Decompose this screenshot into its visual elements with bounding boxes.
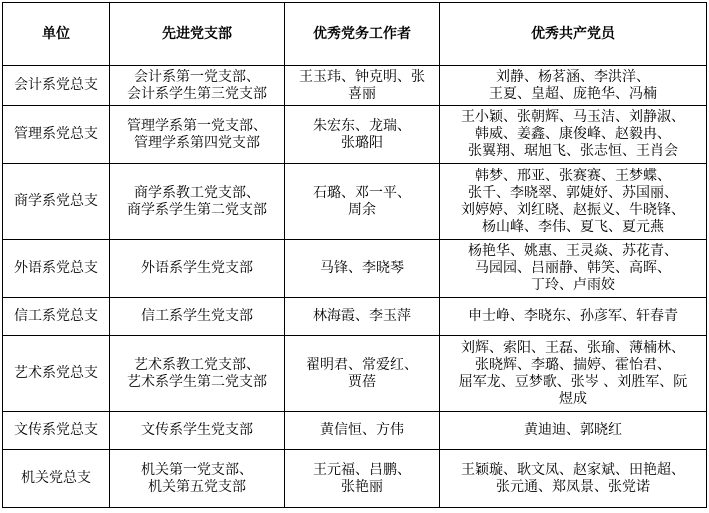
table-row	[3, 164, 707, 240]
worker-line: 张艳丽	[341, 478, 383, 495]
branch-line: 文传系学生党支部	[141, 422, 253, 438]
header-workers: 优秀党务工作者	[285, 3, 440, 66]
unit-name: 管理系党总支	[14, 126, 98, 142]
unit-name: 外语系党总支	[14, 260, 98, 276]
table-row	[3, 298, 707, 336]
member-cell	[440, 164, 707, 240]
unit-cell	[3, 336, 110, 412]
worker-line: 朱宏东、龙瑞、	[313, 117, 411, 134]
unit-cell	[3, 106, 110, 164]
member-line: 韩梦、邢亚、张赛赛、王梦蝶、	[475, 167, 671, 184]
worker-line: 石璐、邓一平、	[313, 184, 411, 201]
branch-line: 会计系学生第三党支部	[127, 85, 267, 102]
member-line: 王颖璇、耿文凤、赵家斌、田艳超、	[461, 461, 685, 478]
worker-cell	[285, 412, 440, 450]
branch-line: 艺术系学生第二党支部	[127, 373, 267, 390]
branch-line: 管理学系第一党支部、	[127, 117, 267, 134]
table-row	[3, 450, 707, 508]
member-line: 黄迪迪、郭晓红	[524, 422, 622, 438]
member-cell	[440, 336, 707, 412]
branch-cell	[110, 106, 285, 164]
unit-cell	[3, 412, 110, 450]
worker-cell	[285, 336, 440, 412]
header-members: 优秀共产党员	[440, 3, 707, 66]
member-cell	[440, 106, 707, 164]
unit-cell	[3, 298, 110, 336]
table-row	[3, 412, 707, 450]
worker-line: 周余	[348, 201, 376, 218]
member-line: 张晓辉、李璐、揣婷、霍怡君、	[475, 356, 671, 373]
table-row	[3, 106, 707, 164]
member-line: 张元通、郑凤景、张党诺	[496, 478, 650, 495]
member-line: 张千、李晓翠、郭婕妤、苏国丽、	[468, 184, 678, 201]
member-line: 韩威、姜鑫、康俊峰、赵毅冉、	[475, 126, 671, 142]
branch-line: 机关第一党支部、	[141, 461, 253, 478]
worker-line: 翟明君、常爱红、	[306, 356, 418, 373]
member-line: 张翼翔、琚旭飞、张志恒、王肖会	[468, 143, 678, 159]
member-cell	[440, 240, 707, 298]
unit-cell	[3, 450, 110, 508]
worker-line: 喜丽	[348, 85, 376, 102]
worker-line: 黄信恒、方伟	[320, 422, 404, 438]
worker-line: 贾蓓	[348, 373, 376, 390]
member-line: 屈军龙、豆梦歌、张岑 、刘胜军、阮	[458, 373, 688, 390]
member-cell	[440, 66, 707, 106]
worker-line: 王玉玮、钟克明、张	[299, 68, 425, 85]
member-line: 刘辉、索阳、王磊、张瑜、薄楠林、	[461, 339, 685, 356]
honor-list-table	[2, 2, 707, 508]
member-line: 杨山峰、李伟、夏飞、夏元燕	[482, 218, 664, 235]
worker-line: 林海霞、李玉萍	[313, 308, 411, 324]
member-line: 马园园、吕丽静、韩笑、高晖、	[475, 260, 671, 276]
member-cell	[440, 298, 707, 336]
branch-line: 商学系学生第二党支部	[127, 201, 267, 218]
worker-line: 马锋、李晓琴	[320, 260, 404, 276]
worker-cell	[285, 298, 440, 336]
branch-cell	[110, 298, 285, 336]
unit-name: 文传系党总支	[14, 422, 98, 438]
branch-cell	[110, 336, 285, 412]
table-row	[3, 336, 707, 412]
header-unit: 单位	[3, 3, 110, 66]
member-cell	[440, 450, 707, 508]
unit-cell	[3, 164, 110, 240]
branch-line: 外语系学生党支部	[141, 260, 253, 276]
worker-cell	[285, 240, 440, 298]
member-line: 杨艳华、姚惠、王灵焱、苏花青、	[468, 243, 678, 259]
unit-name: 艺术系党总支	[14, 365, 98, 381]
worker-line: 张璐阳	[341, 134, 383, 151]
branch-cell	[110, 240, 285, 298]
worker-cell	[285, 450, 440, 508]
member-line: 煜成	[559, 390, 587, 407]
branch-line: 艺术系教工党支部、	[134, 356, 260, 373]
branch-cell	[110, 164, 285, 240]
table-row	[3, 66, 707, 106]
branch-line: 信工系学生党支部	[141, 308, 253, 324]
branch-line: 会计系第一党支部、	[134, 68, 260, 85]
branch-cell	[110, 66, 285, 106]
table-row	[3, 240, 707, 298]
table-body	[3, 66, 707, 508]
branch-cell	[110, 412, 285, 450]
member-line: 丁玲、卢雨姣	[531, 277, 615, 293]
member-line: 刘婷婷、刘红晓、赵振义、牛晓锋、	[461, 201, 685, 218]
branch-cell	[110, 450, 285, 508]
table-header-row	[3, 3, 707, 66]
worker-cell	[285, 106, 440, 164]
unit-cell	[3, 66, 110, 106]
unit-name: 信工系党总支	[14, 308, 98, 324]
member-line: 王小颖、张朝辉、马玉洁、刘静淑、	[461, 109, 685, 125]
unit-name: 机关党总支	[21, 470, 91, 486]
worker-cell	[285, 66, 440, 106]
member-line: 刘静、杨茗涵、李洪洋、	[496, 68, 650, 85]
branch-line: 机关第五党支部	[148, 478, 246, 495]
unit-cell	[3, 240, 110, 298]
member-cell	[440, 412, 707, 450]
worker-line: 王元福、吕鹏、	[313, 461, 411, 478]
worker-cell	[285, 164, 440, 240]
unit-name: 会计系党总支	[14, 77, 98, 93]
branch-line: 管理学系第四党支部	[134, 134, 260, 151]
member-line: 王夏、皇超、庞艳华、冯楠	[489, 85, 657, 102]
member-line: 申士峥、李晓东、孙彦军、轩春青	[468, 308, 678, 324]
branch-line: 商学系教工党支部、	[134, 184, 260, 201]
header-branches: 先进党支部	[110, 3, 285, 66]
unit-name: 商学系党总支	[14, 193, 98, 209]
